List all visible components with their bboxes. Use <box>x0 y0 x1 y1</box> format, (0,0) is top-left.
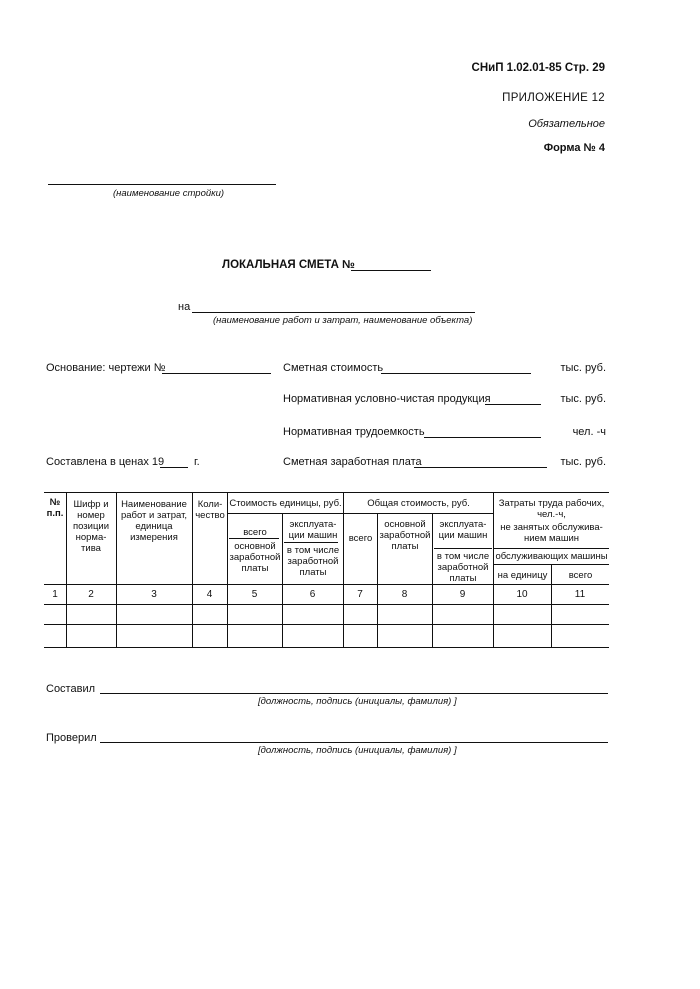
col-header-name: Наименование работ и затрат, единица измерения <box>120 499 188 543</box>
col-header-labor-machine: обслуживающих машины <box>495 551 608 562</box>
col-header-total-machine: эксплуата-ции машин <box>438 519 488 541</box>
table-header-rule <box>227 513 493 514</box>
construction-name-line[interactable] <box>48 184 276 185</box>
estimate-table <box>44 492 609 647</box>
compiled-by-line[interactable] <box>100 693 608 694</box>
col-number: 2 <box>88 589 94 600</box>
table-top-border <box>44 492 609 493</box>
checked-by-label: Проверил <box>46 732 97 744</box>
indicator-production-unit: тыс. руб. <box>560 393 606 405</box>
form-number: Форма № 4 <box>543 142 605 154</box>
object-caption: (наименование работ и затрат, наименование объекта) <box>213 315 473 326</box>
col-header-labor-nonmachine: не занятых обслужива-нием машин <box>500 522 603 544</box>
indicator-wage-label: Сметная заработная плата <box>283 456 422 468</box>
col-number: 4 <box>206 589 213 600</box>
compiled-by-label: Составил <box>46 683 96 695</box>
col-header-all: всего <box>568 570 593 581</box>
col-header-total-machine-wage: в том числе заработной платы <box>436 551 490 584</box>
col-header-code: Шифр и номер позиции норма-тива <box>72 499 110 554</box>
compiled-by-caption: [должность, подпись (инициалы, фамилия) ] <box>258 696 457 707</box>
col-header-total-wage: основной заработной платы <box>379 519 431 552</box>
col-number: 10 <box>516 589 528 600</box>
col-number: 8 <box>401 589 408 600</box>
mandatory-label: Обязательное <box>528 118 605 130</box>
indicator-cost-label: Сметная стоимость <box>283 362 384 374</box>
checked-by-line[interactable] <box>100 742 608 743</box>
col-header-unit-machine-wage: в том числе заработной платы <box>286 545 340 578</box>
appendix-label: ПРИЛОЖЕНИЕ 12 <box>502 92 605 104</box>
document-reference: СНиП 1.02.01-85 Стр. 29 <box>471 62 605 74</box>
table-header-bottom <box>44 584 609 585</box>
prices-year-line[interactable] <box>160 467 188 468</box>
col-number: 1 <box>52 589 58 600</box>
object-name-line[interactable] <box>192 312 475 313</box>
basis-drawings-line[interactable] <box>162 373 271 374</box>
col-header-total-cost: Общая стоимость, руб. <box>367 498 470 509</box>
col-header-no: № п.п. <box>46 497 64 519</box>
table-bottom-border <box>44 647 609 648</box>
prices-label: Составлена в ценах 19 <box>46 456 165 468</box>
object-prefix: на <box>178 301 191 313</box>
indicator-labor-label: Нормативная трудоемкость <box>283 426 425 438</box>
table-header-rule <box>229 538 279 539</box>
table-header-rule <box>434 548 492 549</box>
col-number: 11 <box>574 589 586 600</box>
col-header-unit-machine: эксплуата-ции машин <box>288 519 338 541</box>
col-header-unit-cost: Стоимость единицы, руб. <box>229 498 342 509</box>
col-header-per-unit: на единицу <box>497 570 548 581</box>
table-header-rule <box>493 548 609 549</box>
indicator-production-line[interactable] <box>485 404 541 405</box>
table-header-rule <box>284 542 338 543</box>
col-number: 5 <box>251 589 258 600</box>
col-header-labor: Затраты труда рабочих, чел.-ч, <box>498 498 605 520</box>
construction-caption: (наименование стройки) <box>113 188 225 199</box>
indicator-labor-line[interactable] <box>424 437 541 438</box>
col-header-total-all: всего <box>348 533 373 544</box>
col-number: 7 <box>357 589 363 600</box>
estimate-number-line[interactable] <box>351 270 431 271</box>
col-number: 6 <box>309 589 316 600</box>
checked-by-caption: [должность, подпись (инициалы, фамилия) ] <box>258 745 457 756</box>
indicator-cost-unit: тыс. руб. <box>560 362 606 374</box>
col-header-unit-total: всего <box>243 527 267 538</box>
estimate-title: ЛОКАЛЬНАЯ СМЕТА № <box>222 259 355 271</box>
table-row[interactable] <box>44 605 609 624</box>
indicator-production-label: Нормативная условно-чистая продукция <box>283 393 491 405</box>
indicator-labor-unit: чел. -ч <box>572 426 606 438</box>
prices-suffix: г. <box>194 456 200 468</box>
indicator-cost-line[interactable] <box>381 373 531 374</box>
col-header-unit-wage: основной заработной платы <box>229 541 281 574</box>
indicator-wage-line[interactable] <box>414 467 547 468</box>
basis-label: Основание: чертежи № <box>46 362 166 374</box>
table-row[interactable] <box>44 625 609 647</box>
indicator-wage-unit: тыс. руб. <box>560 456 606 468</box>
col-header-qty: Коли-чество <box>195 499 225 521</box>
col-number: 9 <box>459 589 466 600</box>
col-number: 3 <box>151 589 157 600</box>
